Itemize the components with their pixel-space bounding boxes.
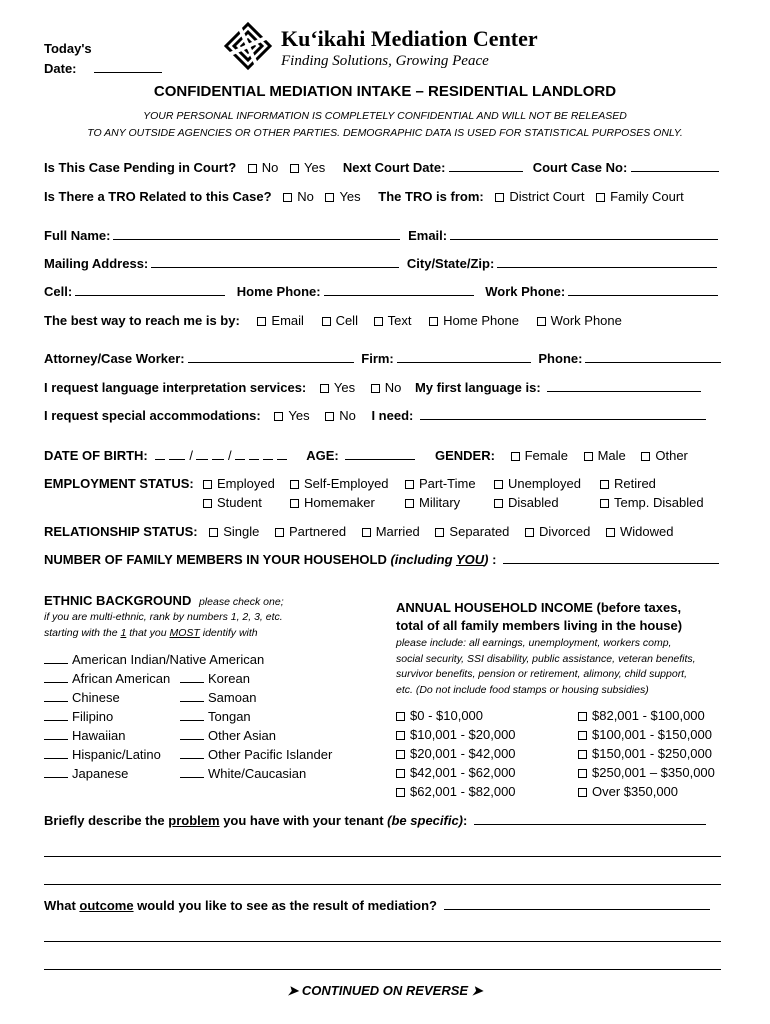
military-checkbox[interactable]: Military [405,495,460,510]
employment-label: EMPLOYMENT STATUS: [44,476,194,491]
age-field[interactable] [345,448,415,460]
language-row: I request language interpretation services: Yes No My first language is: [44,380,701,395]
tro-family-checkbox[interactable]: Family Court [596,189,684,204]
problem-line[interactable] [44,884,721,885]
firm-field[interactable] [397,351,531,363]
reach-email-checkbox[interactable]: Email [257,313,304,328]
ethnic-item[interactable]: Samoan [180,688,332,707]
ethnic-item[interactable]: Filipino [44,707,264,726]
gender-other-checkbox[interactable]: Other [641,448,688,463]
notice-line-1: YOUR PERSONAL INFORMATION IS COMPLETELY CONFIDENTIAL AND WILL NOT BE RELEASED [143,110,627,122]
ethnic-item[interactable]: Tongan [180,707,332,726]
court-case-no-field[interactable] [631,160,719,172]
accommodations-row: I request special accommodations: Yes No I need: [44,408,706,423]
pending-no-checkbox[interactable]: No [248,160,279,175]
accom-need-field[interactable] [420,408,706,420]
form-title: CONFIDENTIAL MEDIATION INTAKE – RESIDENTIAL LANDLORD [153,83,617,100]
work-phone-field[interactable] [568,284,718,296]
mailing-address-field[interactable] [151,256,399,268]
income-option[interactable]: $20,001 - $42,000 [396,744,516,763]
retired-checkbox[interactable]: Retired [600,476,656,491]
notice-line-2: TO ANY OUTSIDE AGENCIES OR OTHER PARTIES. DEMOGRAPHIC DATA IS USED FOR STATISTICAL PURPOSES ONLY. [87,127,683,139]
ethnic-note-1: if you are multi-ethnic, rank by numbers 1, 2, 3, etc. [44,611,283,623]
attorney-row: Attorney/Case Worker: Firm: Phone: [44,351,721,366]
income-heading-2: total of all family members living in the house) [396,618,683,633]
widowed-checkbox[interactable]: Widowed [606,524,673,539]
reach-work-phone-checkbox[interactable]: Work Phone [537,313,622,328]
problem-field[interactable] [474,813,706,825]
lang-no-checkbox[interactable]: No [371,380,402,395]
city-state-zip-field[interactable] [497,256,717,268]
ethnic-item[interactable]: Other Asian [180,726,332,745]
married-checkbox[interactable]: Married [362,524,420,539]
tro-no-checkbox[interactable]: No [283,189,314,204]
outcome-line[interactable] [44,941,721,942]
org-name: Kuʻikahi Mediation Center [281,26,538,51]
separated-checkbox[interactable]: Separated [435,524,509,539]
income-option[interactable]: $82,001 - $100,000 [578,706,715,725]
attorney-field[interactable] [188,351,354,363]
ethnic-item[interactable]: Korean [180,669,332,688]
ethnic-item[interactable]: American Indian/Native American [44,650,264,669]
homemaker-checkbox[interactable]: Homemaker [290,495,375,510]
lang-yes-checkbox[interactable]: Yes [320,380,355,395]
outcome-field[interactable] [444,898,710,910]
self-employed-checkbox[interactable]: Self-Employed [290,476,389,491]
income-heading-1: ANNUAL HOUSEHOLD INCOME (before taxes, [396,600,682,615]
ethnic-item[interactable]: Hawaiian [44,726,264,745]
disabled-checkbox[interactable]: Disabled [494,495,559,510]
income-option[interactable]: $250,001 – $350,000 [578,763,715,782]
employed-checkbox[interactable]: Employed [203,476,275,491]
income-option[interactable]: $62,001 - $82,000 [396,782,516,801]
student-checkbox[interactable]: Student [203,495,262,510]
income-option[interactable]: $0 - $10,000 [396,706,516,725]
attorney-phone-field[interactable] [585,351,721,363]
home-phone-field[interactable] [324,284,474,296]
gender-female-checkbox[interactable]: Female [511,448,568,463]
email-field[interactable] [450,228,718,240]
reach-text-checkbox[interactable]: Text [374,313,412,328]
family-members-row: NUMBER OF FAMILY MEMBERS IN YOUR HOUSEHOLD (including YOU) : [44,552,719,567]
accom-yes-checkbox[interactable]: Yes [274,408,309,423]
full-name-row: Full Name: Email: [44,228,718,243]
ethnic-item[interactable]: Hispanic/Latino [44,745,264,764]
unemployed-checkbox[interactable]: Unemployed [494,476,581,491]
ethnic-item[interactable]: White/Caucasian [180,764,332,783]
problem-question: Briefly describe the problem you have with your tenant (be specific): [44,813,706,828]
dob-field[interactable]: / / [155,448,290,463]
income-col-1 [396,706,516,801]
arrow-right-icon: ➤ [471,983,483,998]
ethnic-col-2 [180,669,332,783]
tro-yes-checkbox[interactable]: Yes [325,189,360,204]
continued-footer: ➤ CONTINUED ON REVERSE ➤ [287,983,483,998]
todays-label: Today's [44,41,92,56]
dob-row: DATE OF BIRTH: / / AGE: GENDER: Female Male Other [44,448,688,463]
income-option[interactable]: $150,001 - $250,000 [578,744,715,763]
arrow-right-icon: ➤ [287,983,299,998]
income-option[interactable]: $100,001 - $150,000 [578,725,715,744]
income-option[interactable]: $42,001 - $62,000 [396,763,516,782]
single-checkbox[interactable]: Single [209,524,259,539]
reach-cell-checkbox[interactable]: Cell [322,313,358,328]
mailing-row: Mailing Address: City/State/Zip: [44,256,717,271]
relationship-row: RELATIONSHIP STATUS: Single Partnered Married Separated Divorced Widowed [44,524,674,539]
income-col-2 [578,706,715,801]
ethnic-item[interactable]: Other Pacific Islander [180,745,332,764]
cell-field[interactable] [75,284,225,296]
part-time-checkbox[interactable]: Part-Time [405,476,476,491]
gender-male-checkbox[interactable]: Male [584,448,626,463]
next-court-date-field[interactable] [449,160,523,172]
first-language-field[interactable] [547,380,701,392]
income-option[interactable]: $10,001 - $20,000 [396,725,516,744]
phones-row: Cell: Home Phone: Work Phone: [44,284,718,299]
partnered-checkbox[interactable]: Partnered [275,524,346,539]
income-note: please include: all earnings, unemployment, workers comp, social security, SSI disability, public assistance, veteran benefits, survivor benefits, pension or retirement, alimony, child support, etc. (Do not include food stamps or housing subsidies) [396,637,696,696]
ethnic-heading: ETHNIC BACKGROUND please check one; [44,593,284,608]
tro-row: Is There a TRO Related to this Case? No Yes The TRO is from: District Court Family Court [44,189,684,204]
date-label: Date: [44,61,162,76]
ethnic-note-2: starting with the 1 that you MOST identify with [44,627,258,639]
temp-disabled-checkbox[interactable]: Temp. Disabled [600,495,704,510]
ethnic-item[interactable]: Japanese [44,764,264,783]
reach-home-phone-checkbox[interactable]: Home Phone [429,313,519,328]
accom-no-checkbox[interactable]: No [325,408,356,423]
ethnic-item[interactable]: Chinese [44,688,264,707]
family-members-field[interactable] [503,552,719,564]
outcome-question: What outcome would you like to see as the result of mediation? [44,898,710,913]
problem-line[interactable] [44,856,721,857]
best-way-row: The best way to reach me is by: Email Cell Text Home Phone Work Phone [44,313,622,328]
income-option[interactable]: Over $350,000 [578,782,715,801]
outcome-line[interactable] [44,969,721,970]
full-name-field[interactable] [113,228,400,240]
divorced-checkbox[interactable]: Divorced [525,524,590,539]
org-logo [222,20,274,72]
tro-district-checkbox[interactable]: District Court [495,189,584,204]
pending-yes-checkbox[interactable]: Yes [290,160,325,175]
court-pending-row: Is This Case Pending in Court? No Yes Next Court Date: Court Case No: [44,160,719,175]
org-tagline: Finding Solutions, Growing Peace [281,53,489,69]
date-field[interactable] [94,61,162,73]
ethnic-item[interactable]: African American [44,669,264,688]
